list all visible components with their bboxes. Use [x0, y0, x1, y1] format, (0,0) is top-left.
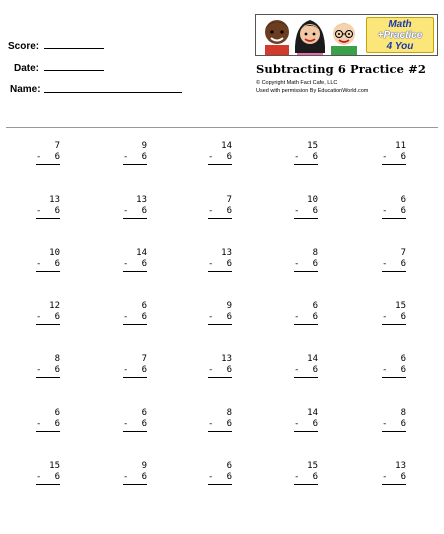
- answer-line[interactable]: [36, 431, 60, 432]
- minuend: 6: [400, 195, 406, 205]
- subtrahend: 6: [400, 365, 406, 375]
- answer-line[interactable]: [208, 377, 232, 378]
- minus-sign: -: [123, 312, 129, 322]
- date-label: Date:: [14, 63, 40, 74]
- minus-sign: -: [123, 419, 129, 429]
- minuend: 13: [395, 461, 406, 471]
- minuend: 7: [226, 195, 232, 205]
- answer-line[interactable]: [208, 164, 232, 165]
- subtraction-problem: [208, 141, 232, 163]
- minuend: 13: [221, 248, 232, 258]
- subtrahend: 6: [312, 365, 318, 375]
- answer-line[interactable]: [36, 271, 60, 272]
- minus-sign: -: [208, 472, 214, 482]
- answer-line[interactable]: [294, 164, 318, 165]
- subtraction-problem: [208, 195, 232, 217]
- subtrahend: 6: [312, 419, 318, 429]
- answer-line[interactable]: [382, 324, 406, 325]
- score-label: Score:: [8, 41, 40, 52]
- minuend: 14: [307, 354, 318, 364]
- subtrahend: 6: [141, 259, 147, 269]
- subtrahend: 6: [54, 472, 60, 482]
- answer-line[interactable]: [208, 271, 232, 272]
- subtrahend: 6: [226, 152, 232, 162]
- header-divider: [6, 127, 438, 128]
- answer-line[interactable]: [36, 164, 60, 165]
- subtrahend: 6: [312, 152, 318, 162]
- minus-sign: -: [36, 419, 42, 429]
- minuend: 15: [49, 461, 60, 471]
- minus-sign: -: [123, 152, 129, 162]
- minuend: 6: [141, 408, 147, 418]
- subtraction-problem: [382, 408, 406, 430]
- minuend: 14: [136, 248, 147, 258]
- subtraction-problem: [382, 141, 406, 163]
- minus-sign: -: [36, 312, 42, 322]
- subtrahend: 6: [312, 206, 318, 216]
- minus-sign: -: [294, 365, 300, 375]
- answer-line[interactable]: [36, 218, 60, 219]
- subtrahend: 6: [141, 472, 147, 482]
- answer-line[interactable]: [123, 324, 147, 325]
- minus-sign: -: [382, 152, 388, 162]
- subtrahend: 6: [400, 152, 406, 162]
- subtrahend: 6: [400, 472, 406, 482]
- subtraction-problem: [294, 195, 318, 217]
- minus-sign: -: [36, 206, 42, 216]
- minuend: 7: [400, 248, 406, 258]
- minus-sign: -: [382, 206, 388, 216]
- copyright-text: © Copyright Math Fact Cafe, LLC: [256, 80, 338, 86]
- subtraction-problem: [123, 408, 147, 430]
- subtrahend: 6: [141, 419, 147, 429]
- minus-sign: -: [36, 472, 42, 482]
- subtrahend: 6: [54, 206, 60, 216]
- minuend: 6: [400, 354, 406, 364]
- minus-sign: -: [36, 152, 42, 162]
- minus-sign: -: [208, 312, 214, 322]
- minus-sign: -: [123, 206, 129, 216]
- minuend: 7: [141, 354, 147, 364]
- minuend: 9: [141, 141, 147, 151]
- subtraction-problem: [382, 248, 406, 270]
- minuend: 8: [400, 408, 406, 418]
- minuend: 15: [395, 301, 406, 311]
- subtraction-problem: [123, 354, 147, 376]
- minus-sign: -: [36, 259, 42, 269]
- subtrahend: 6: [141, 152, 147, 162]
- minuend: 15: [307, 461, 318, 471]
- answer-line[interactable]: [123, 431, 147, 432]
- subtrahend: 6: [141, 365, 147, 375]
- answer-line[interactable]: [382, 218, 406, 219]
- minuend: 14: [307, 408, 318, 418]
- minus-sign: -: [123, 472, 129, 482]
- subtraction-problem: [382, 461, 406, 483]
- subtraction-problem: [123, 248, 147, 270]
- subtraction-problem: [208, 354, 232, 376]
- subtraction-problem: [36, 195, 60, 217]
- minus-sign: -: [208, 419, 214, 429]
- subtraction-problem: [36, 354, 60, 376]
- subtraction-problem: [123, 301, 147, 323]
- math-practice-4-you-logo: Math +Practice 4 You: [366, 17, 434, 53]
- minuend: 8: [54, 354, 60, 364]
- minuend: 7: [54, 141, 60, 151]
- subtraction-problem: [36, 248, 60, 270]
- answer-line[interactable]: [382, 484, 406, 485]
- answer-line[interactable]: [294, 271, 318, 272]
- subtraction-problem: [36, 461, 60, 483]
- subtrahend: 6: [54, 365, 60, 375]
- answer-line[interactable]: [294, 377, 318, 378]
- subtrahend: 6: [226, 472, 232, 482]
- subtraction-problem: [208, 301, 232, 323]
- minus-sign: -: [208, 206, 214, 216]
- answer-line[interactable]: [123, 164, 147, 165]
- answer-line[interactable]: [208, 324, 232, 325]
- answer-line[interactable]: [36, 484, 60, 485]
- minuend: 14: [221, 141, 232, 151]
- subtrahend: 6: [400, 312, 406, 322]
- subtrahend: 6: [312, 259, 318, 269]
- answer-line[interactable]: [208, 431, 232, 432]
- subtraction-problem: [123, 461, 147, 483]
- answer-line[interactable]: [123, 377, 147, 378]
- subtraction-problem: [382, 195, 406, 217]
- subtrahend: 6: [54, 419, 60, 429]
- answer-line[interactable]: [123, 484, 147, 485]
- score-field[interactable]: [44, 48, 104, 49]
- answer-line[interactable]: [208, 218, 232, 219]
- minus-sign: -: [208, 365, 214, 375]
- name-label: Name:: [10, 84, 41, 95]
- minuend: 11: [395, 141, 406, 151]
- subtraction-problem: [294, 248, 318, 270]
- subtrahend: 6: [226, 206, 232, 216]
- minuend: 6: [312, 301, 318, 311]
- answer-line[interactable]: [123, 271, 147, 272]
- subtraction-problem: [382, 354, 406, 376]
- minuend: 10: [307, 195, 318, 205]
- minus-sign: -: [382, 365, 388, 375]
- minus-sign: -: [382, 312, 388, 322]
- minuend: 6: [226, 461, 232, 471]
- minus-sign: -: [294, 312, 300, 322]
- answer-line[interactable]: [294, 484, 318, 485]
- worksheet-title: Subtracting 6 Practice #2: [256, 62, 426, 76]
- answer-line[interactable]: [36, 324, 60, 325]
- subtraction-problem: [294, 354, 318, 376]
- minus-sign: -: [123, 365, 129, 375]
- minuend: 6: [141, 301, 147, 311]
- minus-sign: -: [294, 419, 300, 429]
- subtraction-problem: [294, 141, 318, 163]
- boy-with-glasses-illustration-icon: [326, 15, 362, 55]
- answer-line[interactable]: [36, 377, 60, 378]
- minus-sign: -: [208, 259, 214, 269]
- subtrahend: 6: [226, 365, 232, 375]
- subtraction-problem: [208, 248, 232, 270]
- subtrahend: 6: [400, 259, 406, 269]
- minuend: 13: [136, 195, 147, 205]
- minus-sign: -: [294, 472, 300, 482]
- subtraction-problem: [294, 461, 318, 483]
- subtrahend: 6: [226, 259, 232, 269]
- subtraction-problem: [36, 408, 60, 430]
- minuend: 8: [226, 408, 232, 418]
- minuend: 9: [226, 301, 232, 311]
- permission-text: Used with permission By EducationWorld.com: [256, 88, 369, 94]
- minuend: 12: [49, 301, 60, 311]
- minuend: 8: [312, 248, 318, 258]
- subtrahend: 6: [141, 312, 147, 322]
- subtrahend: 6: [400, 206, 406, 216]
- minus-sign: -: [382, 472, 388, 482]
- minus-sign: -: [294, 152, 300, 162]
- subtraction-problem: [294, 301, 318, 323]
- minus-sign: -: [382, 419, 388, 429]
- subtraction-problem: [36, 141, 60, 163]
- math-practice-banner: [255, 14, 438, 56]
- minus-sign: -: [208, 152, 214, 162]
- minus-sign: -: [123, 259, 129, 269]
- subtrahend: 6: [226, 312, 232, 322]
- minuend: 6: [54, 408, 60, 418]
- minus-sign: -: [382, 259, 388, 269]
- boy-illustration-icon: [259, 15, 295, 55]
- answer-line[interactable]: [294, 218, 318, 219]
- subtraction-problem: [208, 461, 232, 483]
- subtraction-problem: [294, 408, 318, 430]
- minus-sign: -: [294, 206, 300, 216]
- subtrahend: 6: [54, 152, 60, 162]
- subtraction-problem: [123, 141, 147, 163]
- girl-illustration-icon: [292, 15, 328, 55]
- subtrahend: 6: [54, 259, 60, 269]
- subtraction-problem: [382, 301, 406, 323]
- answer-line[interactable]: [382, 431, 406, 432]
- minuend: 13: [49, 195, 60, 205]
- minuend: 13: [221, 354, 232, 364]
- subtraction-problem: [36, 301, 60, 323]
- minuend: 9: [141, 461, 147, 471]
- minuend: 15: [307, 141, 318, 151]
- answer-line[interactable]: [208, 484, 232, 485]
- answer-line[interactable]: [294, 324, 318, 325]
- subtrahend: 6: [312, 472, 318, 482]
- subtrahend: 6: [141, 206, 147, 216]
- date-field[interactable]: [44, 70, 104, 71]
- minus-sign: -: [36, 365, 42, 375]
- subtrahend: 6: [226, 419, 232, 429]
- subtraction-problem: [123, 195, 147, 217]
- name-field[interactable]: [44, 92, 182, 93]
- answer-line[interactable]: [382, 271, 406, 272]
- subtrahend: 6: [54, 312, 60, 322]
- answer-line[interactable]: [382, 164, 406, 165]
- minus-sign: -: [294, 259, 300, 269]
- answer-line[interactable]: [123, 218, 147, 219]
- answer-line[interactable]: [382, 377, 406, 378]
- subtrahend: 6: [312, 312, 318, 322]
- answer-line[interactable]: [294, 431, 318, 432]
- subtraction-problem: [208, 408, 232, 430]
- subtrahend: 6: [400, 419, 406, 429]
- minuend: 10: [49, 248, 60, 258]
